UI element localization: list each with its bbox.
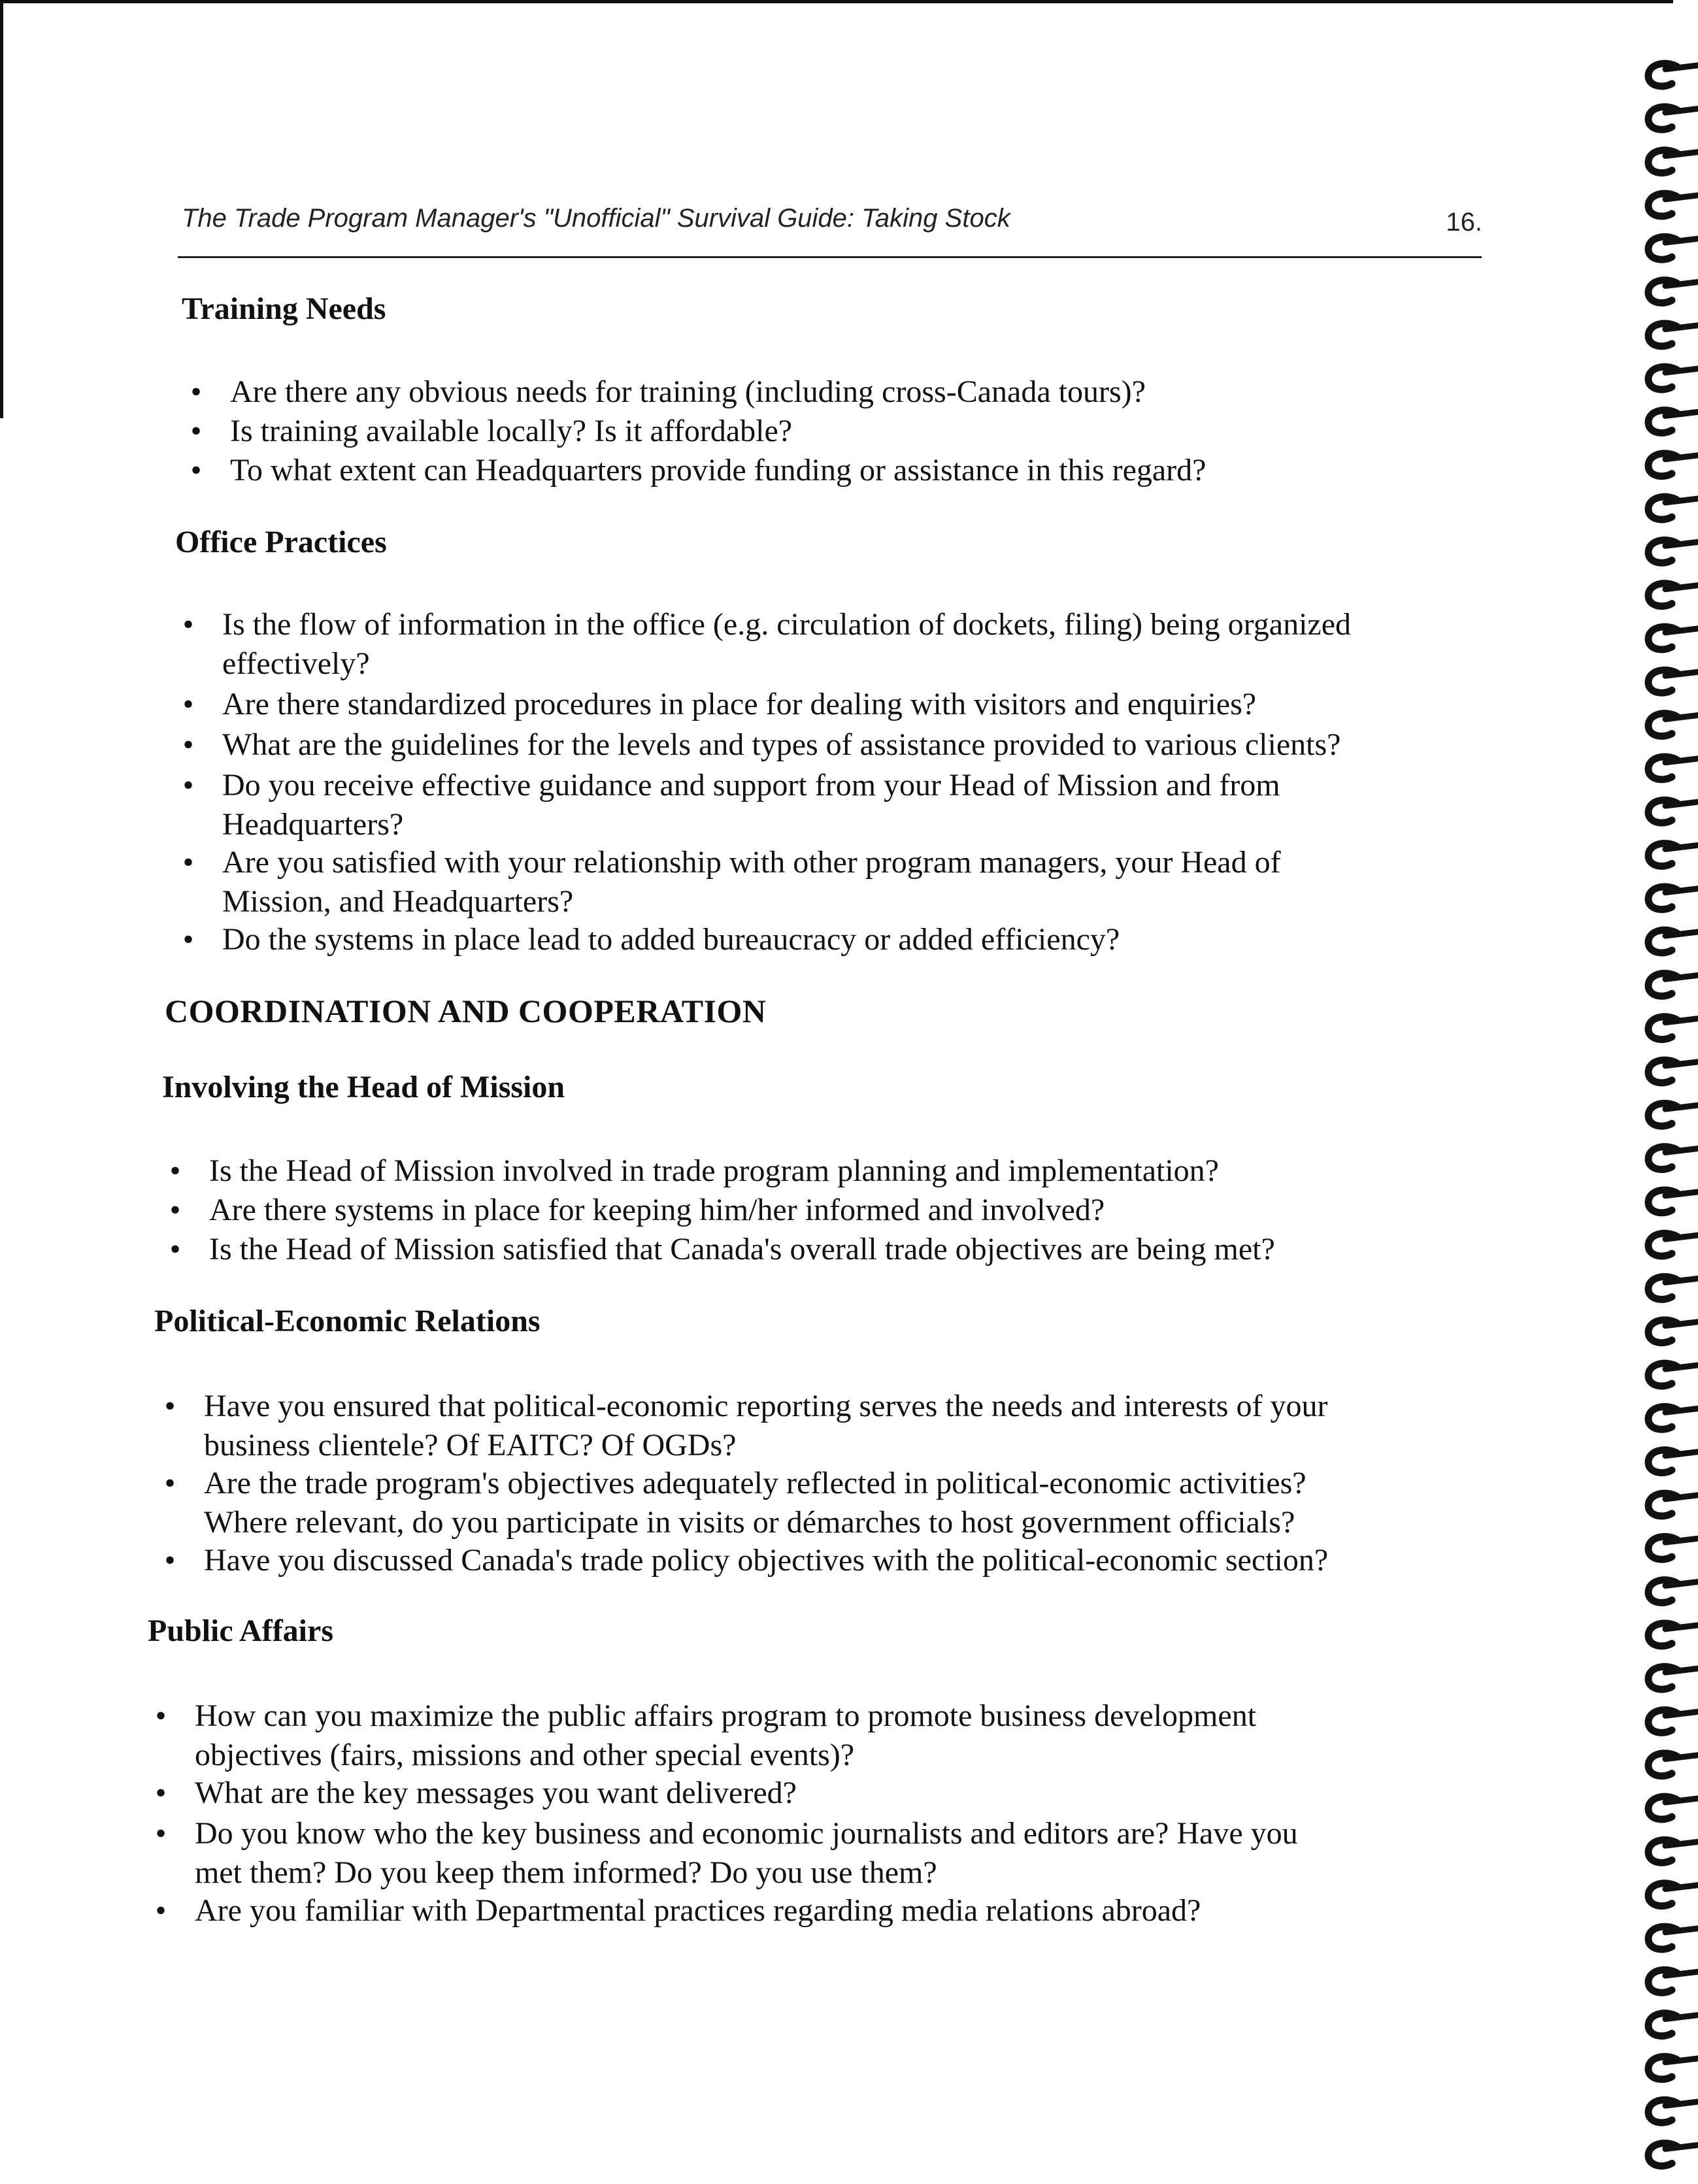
page-edge-left bbox=[0, 0, 3, 418]
bullet-icon: • bbox=[169, 1153, 181, 1188]
bullet-icon: • bbox=[182, 687, 194, 721]
list-item bbox=[164, 1541, 1329, 1580]
list-item-text: Have you discussed Canada's trade policy objectives with the political-economic section? bbox=[204, 1543, 1329, 1578]
list-item-text: Are there systems in place for keeping him/her informed and involved? bbox=[209, 1193, 1105, 1227]
binding-coil bbox=[1648, 410, 1698, 433]
list-item bbox=[190, 412, 793, 451]
binding-coil bbox=[1648, 800, 1698, 823]
heading-office-practices: Office Practices bbox=[175, 525, 387, 559]
list-item-text: Headquarters? bbox=[222, 807, 404, 842]
list-item bbox=[164, 1387, 1328, 1465]
binding-coil bbox=[1648, 1017, 1698, 1040]
bullet-icon: • bbox=[155, 1776, 167, 1810]
heading-involving-hom: Involving the Head of Mission bbox=[162, 1070, 565, 1104]
bullet-icon: • bbox=[182, 922, 194, 957]
list-item bbox=[190, 372, 1146, 412]
heading-training-needs: Training Needs bbox=[182, 291, 386, 326]
bullet-icon: • bbox=[169, 1193, 181, 1227]
list-item bbox=[190, 451, 1207, 490]
binding-coil bbox=[1648, 1666, 1698, 1689]
list-item-text: Is the flow of information in the office (e.g. circulation of dockets, filing) being organized bbox=[222, 607, 1352, 642]
bullet-icon: • bbox=[155, 1698, 167, 1733]
list-item-text: Where relevant, do you participate in visits or démarches to host government officials? bbox=[204, 1505, 1295, 1540]
bullet-icon: • bbox=[164, 1543, 176, 1578]
binding-coil bbox=[1648, 1753, 1698, 1776]
binding-coil bbox=[1648, 540, 1698, 563]
list-item-text: Is training available locally? Is it affordable? bbox=[230, 414, 793, 448]
list-item-text: Are there any obvious needs for training (including cross-Canada tours)? bbox=[230, 374, 1146, 409]
binding-coil bbox=[1648, 454, 1698, 476]
list-item bbox=[169, 1230, 1275, 1269]
list-item-text: Is the Head of Mission satisfied that Canada's overall trade objectives are being met? bbox=[209, 1232, 1275, 1266]
list-item bbox=[155, 1814, 1298, 1893]
binding-coil bbox=[1648, 2100, 1698, 2123]
list-item-text: business clientele? Of EAITC? Of OGDs? bbox=[204, 1428, 737, 1463]
binding-coil bbox=[1648, 1450, 1698, 1473]
list-item-text: Do you receive effective guidance and support from your Head of Mission and from bbox=[222, 768, 1280, 802]
binding-coil bbox=[1648, 973, 1698, 996]
binding-coil bbox=[1648, 2013, 1698, 2036]
binding-coil bbox=[1648, 584, 1698, 606]
list-item bbox=[182, 843, 1281, 921]
bullet-icon: • bbox=[164, 1466, 176, 1500]
list-item bbox=[155, 1696, 1257, 1775]
binding-coil bbox=[1648, 63, 1698, 86]
binding-coil bbox=[1648, 1406, 1698, 1429]
binding-coil bbox=[1648, 1710, 1698, 1733]
binding-coil bbox=[1648, 627, 1698, 650]
list-item-text: met them? Do you keep them informed? Do you use them? bbox=[195, 1855, 937, 1890]
bullet-icon: • bbox=[182, 607, 194, 642]
list-item-text: To what extent can Headquarters provide funding or assistance in this regard? bbox=[230, 453, 1207, 488]
list-item-text: objectives (fairs, missions and other special events)? bbox=[195, 1738, 855, 1772]
binding-coil bbox=[1648, 714, 1698, 736]
binding-coil bbox=[1648, 237, 1698, 259]
bullet-icon: • bbox=[190, 453, 202, 488]
list-item bbox=[182, 685, 1257, 724]
running-header bbox=[182, 204, 1482, 243]
list-item-text: Are you satisfied with your relationship with other program managers, your Head of bbox=[222, 845, 1281, 880]
header-rule bbox=[178, 256, 1482, 258]
binding-coil bbox=[1648, 1233, 1698, 1256]
list-item-text: What are the key messages you want delivered? bbox=[195, 1776, 797, 1810]
binding-coil bbox=[1648, 1927, 1698, 1949]
binding-coil bbox=[1648, 1060, 1698, 1083]
list-item bbox=[164, 1464, 1307, 1542]
list-item bbox=[169, 1151, 1219, 1191]
list-item bbox=[155, 1774, 797, 1813]
binding-coil bbox=[1648, 2057, 1698, 2079]
binding-coil bbox=[1648, 150, 1698, 173]
list-item-text: Do you know who the key business and economic journalists and editors are? Have you bbox=[195, 1816, 1298, 1851]
bullet-icon: • bbox=[182, 727, 194, 762]
list-item-text: How can you maximize the public affairs program to promote business development bbox=[195, 1698, 1257, 1733]
bullet-icon: • bbox=[155, 1893, 167, 1928]
bullet-icon: • bbox=[155, 1816, 167, 1851]
list-item bbox=[182, 725, 1341, 765]
heading-public-affairs: Public Affairs bbox=[148, 1613, 333, 1648]
binding-coil bbox=[1648, 1363, 1698, 1386]
list-item bbox=[155, 1891, 1201, 1930]
binding-coil bbox=[1648, 1103, 1698, 1126]
binding-coil bbox=[1648, 323, 1698, 346]
binding-coil bbox=[1648, 887, 1698, 910]
page-number: 16. bbox=[1446, 208, 1482, 237]
binding-coil bbox=[1648, 1580, 1698, 1603]
heading-political-economic: Political-Economic Relations bbox=[154, 1304, 541, 1338]
list-item bbox=[182, 766, 1280, 844]
list-item-text: Are there standardized procedures in place for dealing with visitors and enquiries? bbox=[222, 687, 1257, 721]
binding-coil bbox=[1648, 1840, 1698, 1862]
bullet-icon: • bbox=[182, 768, 194, 802]
binding-coil bbox=[1648, 1493, 1698, 1516]
binding-coil bbox=[1648, 1883, 1698, 1906]
list-item-text: Have you ensured that political-economic reporting serves the needs and interests of your bbox=[204, 1389, 1328, 1423]
list-item-text: Are you familiar with Departmental practices regarding media relations abroad? bbox=[195, 1893, 1201, 1928]
header-title: The Trade Program Manager's "Unofficial" Survival Guide: Taking Stock bbox=[182, 204, 1010, 233]
list-item bbox=[182, 605, 1352, 684]
binding-coil bbox=[1648, 1536, 1698, 1559]
binding-coil bbox=[1648, 497, 1698, 520]
binding-coil bbox=[1648, 193, 1698, 216]
binding-coil bbox=[1648, 1796, 1698, 1819]
heading-coordination-cooperation: COORDINATION AND COOPERATION bbox=[165, 993, 767, 1029]
binding-coil bbox=[1648, 757, 1698, 780]
bullet-icon: • bbox=[169, 1232, 181, 1266]
list-item-text: Mission, and Headquarters? bbox=[222, 884, 574, 919]
binding-coil bbox=[1648, 1190, 1698, 1213]
spiral-binding-icon bbox=[1639, 52, 1698, 2184]
list-item bbox=[169, 1191, 1105, 1230]
bullet-icon: • bbox=[164, 1389, 176, 1423]
page-edge-top bbox=[0, 0, 1673, 3]
list-item-text: Are the trade program's objectives adequately reflected in political-economic activities? bbox=[204, 1466, 1307, 1500]
binding-coil bbox=[1648, 1623, 1698, 1646]
list-item bbox=[182, 920, 1120, 959]
binding-coil bbox=[1648, 280, 1698, 303]
list-item-text: What are the guidelines for the levels and types of assistance provided to various clients? bbox=[222, 727, 1341, 762]
list-item-text: Is the Head of Mission involved in trade program planning and implementation? bbox=[209, 1153, 1219, 1188]
binding-coil bbox=[1648, 1970, 1698, 1993]
bullet-icon: • bbox=[182, 845, 194, 880]
binding-coil bbox=[1648, 1320, 1698, 1343]
binding-coil bbox=[1648, 670, 1698, 693]
binding-coil bbox=[1648, 930, 1698, 953]
binding-coil bbox=[1648, 844, 1698, 867]
list-item-text: effectively? bbox=[222, 646, 370, 681]
list-item-text: Do the systems in place lead to added bureaucracy or added efficiency? bbox=[222, 922, 1120, 957]
bullet-icon: • bbox=[190, 374, 202, 409]
binding-coil bbox=[1648, 1277, 1698, 1300]
bullet-icon: • bbox=[190, 414, 202, 448]
binding-coil bbox=[1648, 1147, 1698, 1170]
binding-coil bbox=[1648, 367, 1698, 389]
binding-coil bbox=[1648, 107, 1698, 129]
binding-coil bbox=[1648, 2143, 1698, 2166]
